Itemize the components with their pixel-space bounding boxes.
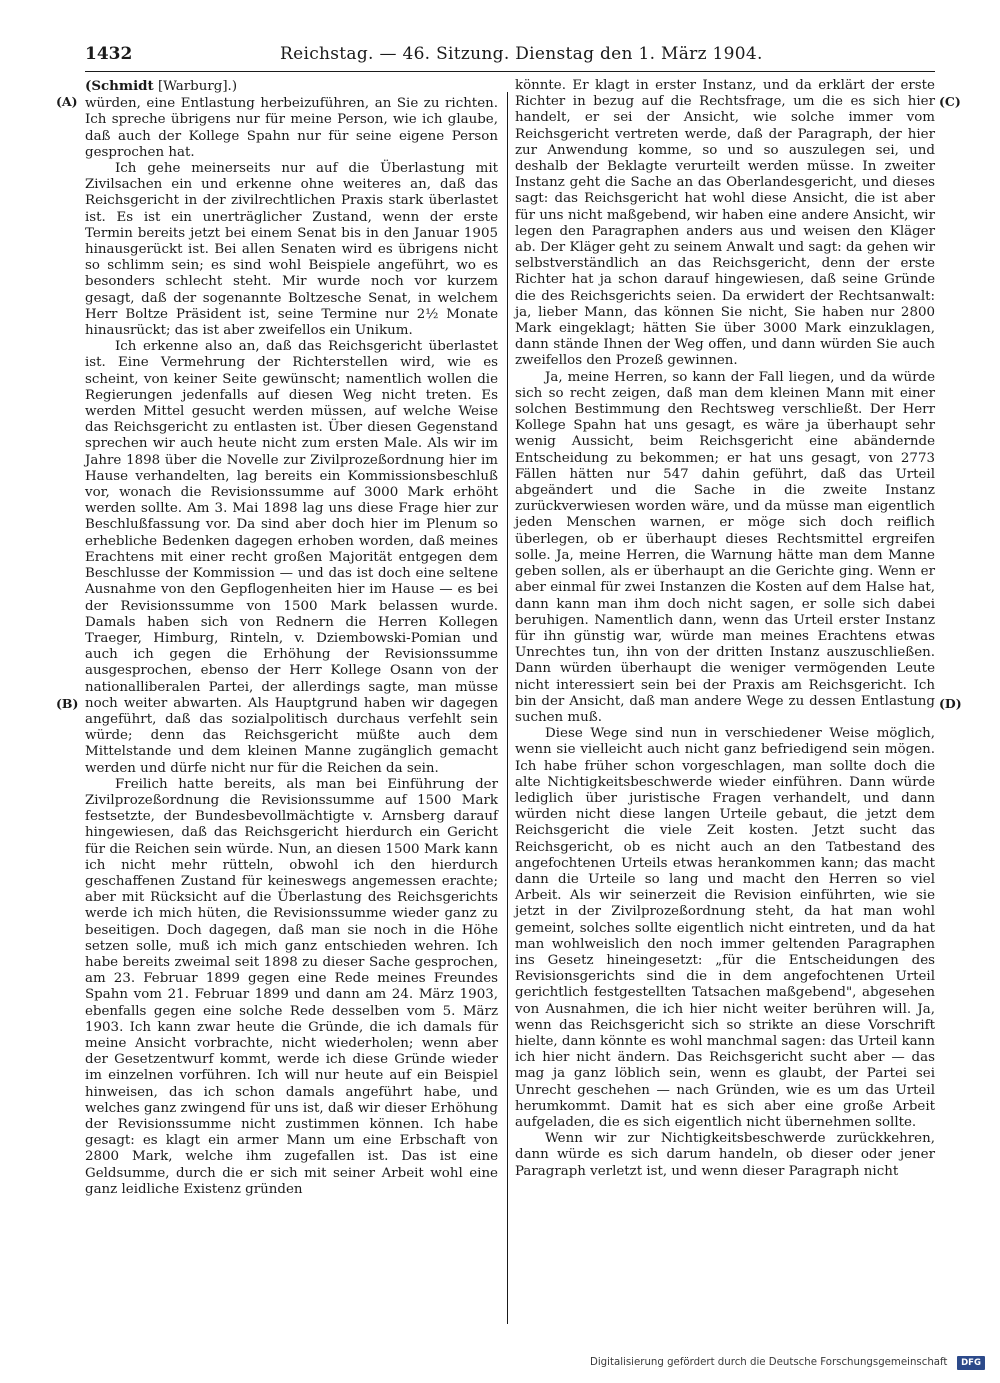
paragraph: würden, eine Entlastung herbeizuführen, an Sie zu richten. Ich spreche übrigens nur für meine Person, wie ich glaube, daß auch der Kollege Spahn nur für seine eigene Person gesprochen hat. — [85, 96, 498, 160]
paragraph: Wenn wir zur Nichtigkeitsbeschwerde zurückkehren, dann würde es sich darum handeln, ob dieser oder jener Paragraph verletzt ist, und wenn dieser Paragraph nicht — [515, 1131, 935, 1179]
running-title: Reichstag. — 46. Sitzung. Dienstag den 1. März 1904. — [280, 44, 763, 64]
margin-marker-b: (B) — [56, 696, 79, 711]
column-divider — [507, 92, 508, 1324]
left-column — [85, 78, 498, 1198]
page-header — [85, 44, 935, 70]
paragraph: könnte. Er klagt in erster Instanz, und da erklärt der erste Richter in bezug auf die Rechtsfrage, um die es sich hier handelt, er sei der Ansicht, wie solche immer vom Reichsgericht vertreten werde, daß der Paragraph, der hier zur Anwendung komme, so und so auszulegen sei, und deshalb der Beklagte verurteilt werden müsse. In zweiter Instanz geht die Sache an das Oberlandesgericht, und dieses sagt: das Reichsgericht hat wohl diese Ansicht, die ist aber für uns nicht maßgebend, wir haben eine andere Ansicht, wir legen den Paragraphen anders aus und weisen den Kläger ab. Der Kläger geht zu seinem Anwalt und sagt: da gehen wir selbstverständlich an das Reichsgericht, denn der erste Richter hat ja schon darauf hingewiesen, daß seine Gründe die des Reichsgerichts seien. Da erwidert der Rechtsanwalt: ja, lieber Mann, das können Sie nicht, Sie haben nur 2800 Mark eingeklagt; hätten Sie über 3000 Mark einzuklagen, dann stände Ihnen der Weg offen, und dann würden Sie auch zweifellos den Prozeß gewinnen. — [515, 78, 935, 369]
right-column — [515, 78, 935, 1180]
paragraph: Freilich hatte bereits, als man bei Einführung der Zivilprozeßordnung die Revisionssumme auf 1500 Mark festsetzte, der Bundesbevollmächtigte v. Arnsberg darauf hingewiesen, daß das Reichsgericht hierdurch ein Gericht für die Reichen sein würde. Nun, an diesen 1500 Mark kann ich nicht mehr rütteln, obwohl ich den hierdurch geschaffenen Zustand für keineswegs angemessen erachte; aber mit Rücksicht auf die Überlastung des Reichsgerichts werde ich mich hüten, die Revisionssumme wieder ganz zu beseitigen. Doch dagegen, daß man sie noch in die Höhe setzen solle, muß ich mich ganz entschieden wehren. Ich habe bereits zweimal seit 1898 zu dieser Sache gesprochen, am 23. Februar 1899 gegen eine Rede meines Freundes Spahn vom 21. Februar 1899 und dann am 24. März 1903, ebenfalls gegen eine solche Rede desselben vom 5. März 1903. Ich kann zwar heute die Gründe, die ich damals für meine Ansicht vorbrachte, nicht wiederholen; wenn aber der Gesetzentwurf kommt, werde ich diese Gründe wieder im einzelnen vorführen. Ich will nur heute auf ein Beispiel hinweisen, das ich schon damals angeführt habe, und welches ganz zwingend für uns ist, daß wir dieser Erhöhung der Revisionssumme nicht zustimmen können. Ich habe gesagt: es klagt ein armer Mann um eine Erbschaft von 2800 Mark, welche ihm zugefallen ist. Das ist eine Geldsumme, durch die er sich mit seiner Arbeit wohl eine ganz leidliche Existenz gründen — [85, 776, 498, 1197]
speaker-affiliation: [Warburg].) — [153, 79, 238, 94]
margin-marker-d: (D) — [939, 696, 962, 711]
dfg-logo-icon: DFG — [957, 1356, 985, 1370]
paragraph: Ich gehe meinerseits nur auf die Überlastung mit Zivilsachen ein und erkenne ohne weiteres an, daß das Reichsgericht in der zivilrechtlichen Praxis stark überlastet ist. Es ist ein unerträglicher Zustand, wenn der erste Termin bereits jetzt bei einem Senat bis in den Januar 1905 hinausgerückt ist. Bei allen Senaten wird es übrigens nicht so schlimm sein; es sind wohl Beispiele angeführt, wo es besonders schlecht steht. Mir wurde noch vor kurzem gesagt, daß der sogenannte Boltzesche Senat, in welchem Herr Boltze Präsident ist, seine Termine nur 2½ Monate hinausrückt; das ist aber zweifellos ein Unikum. — [85, 161, 498, 339]
margin-marker-a: (A) — [56, 94, 78, 109]
paragraph: Ich erkenne also an, daß das Reichsgericht überlastet ist. Eine Vermehrung der Richterstellen wird, wie es scheint, von keiner Seite gewünscht; namentlich wollen die Regierungen jedenfalls auf diesen Weg nicht treten. Es werden Mittel gesucht werden müssen, auf welche Weise das Reichsgericht zu entlasten ist. Über diesen Gegenstand sprechen wir auch heute nicht zum ersten Male. Als wir im Jahre 1898 über die Novelle zur Zivilprozeßordnung hier im Hause verhandelten, lag bereits ein Kommissionsbeschluß vor, wonach die Revisionssumme auf 3000 Mark erhöht werden sollte. Am 3. Mai 1898 lag uns diese Frage hier zur Beschlußfassung vor. Da sind aber doch hier im Plenum so erhebliche Bedenken dagegen erhoben worden, daß meines Erachtens mit einer recht großen Majorität entgegen dem Beschlusse der Kommission — und das ist doch eine seltene Ausnahme von den Gepflogenheiten hier im Hause — es bei der Revisionssumme von 1500 Mark belassen wurde. Damals haben sich von Rednern die Herren Kollegen Traeger, Himburg, Rinteln, v. Dziembowski-Pomian und auch ich gegen die Erhöhung der Revisionssumme ausgesprochen, ebenso der Herr Kollege Osann von der nationalliberalen Partei, der allerdings sagte, man müsse noch weiter abwarten. Als Hauptgrund haben wir dagegen angeführt, daß das sozialpolitisch durchaus verfehlt sein würde; denn das Reichsgericht müßte auch dem Mittelstande und dem kleinen Manne zugänglich gemacht werden und dürfe nicht nur für die Reichen da sein. — [85, 339, 498, 776]
margin-marker-c: (C) — [939, 94, 961, 109]
paragraph: Ja, meine Herren, so kann der Fall liegen, und da würde sich so recht zeigen, daß man dem kleinen Mann mit einer solchen Bestimmung den Rechtsweg verschließt. Der Herr Kollege Spahn hat uns gesagt, es wäre ja überhaupt sehr wenig Aussicht, beim Reichsgericht eine abändernde Entscheidung zu bekommen; er hat uns gesagt, von 2773 Fällen hätten nur 547 dahin geführt, daß das Urteil abgeändert und die Sache in die zweite Instanz zurückverwiesen worden wäre, und da müsse man eigentlich jeden Menschen warnen, er möge sich doch reiflich überlegen, ob er überhaupt dieses Rechtsmittel ergreifen solle. Ja, meine Herren, die Warnung hätte man dem Manne geben sollen, als er überhaupt an die Gerichte ging. Wenn er aber einmal für zwei Instanzen die Kosten auf dem Halse hat, dann kann man ihm doch nicht sagen, er solle sich dabei beruhigen. Namentlich dann, wenn das Urteil erster Instanz für ihn günstig war, würde man meines Erachtens etwas Unrechtes tun, ihn von der dritten Instanz auszuschließen. Dann würden überhaupt die weniger vermögenden Leute nicht interessiert sein bei der Praxis am Reichsgericht. Ich bin der Ansicht, daß man andere Wege zu dessen Entlastung suchen muß. — [515, 369, 935, 725]
speaker-attribution — [85, 78, 498, 95]
footer-text: Digitalisierung gefördert durch die Deutsche Forschungsgemeinschaft — [590, 1357, 948, 1368]
speaker-name: (Schmidt — [85, 78, 154, 94]
page-number: 1432 — [85, 44, 133, 64]
digitization-footer — [590, 1356, 985, 1372]
paragraph: Diese Wege sind nun in verschiedener Weise möglich, wenn sie vielleicht auch nicht ganz befriedigend sein mögen. Ich habe früher schon vorgeschlagen, man sollte doch die alte Nichtigkeitsbeschwerde wieder einführen. Dann würde lediglich über juristische Fragen verhandelt, und dann würden nicht diese langen Urteile gebaut, die jetzt dem Reichsgericht die viele Zeit kosten. Jetzt sucht das Reichsgericht, ob es nicht auch an den Tatbestand des angefochtenen Urteils etwas herankommen kann; das macht dann die Urteile so lang und macht den Herren so viel Arbeit. Als wir seinerzeit die Revision einführten, wie sie jetzt in der Zivilprozeßordnung steht, da hat man wohl gemeint, solches sollte eigentlich nicht eintreten, und da hat man wohlweislich den noch immer geltenden Paragraphen ins Gesetz hineingesetzt: „für die Entscheidungen des Revisionsgerichts sind die in dem angefochtenen Urteil gerichtlich festgestellten Tatsachen maßgebend", abgesehen von Ausnahmen, die ich hier nicht weiter berühren will. Ja, wenn das Reichsgericht sich so strikte an diese Vorschrift hielte, dann könnte es wohl manchmal sagen: das Urteil kann ich hier nicht ändern. Das Reichsgericht sucht aber — das mag ja ganz löblich sein, wenn es glaubt, der Partei sei Unrecht geschehen — nach Gründen, wie es um das Urteil herumkommt. Damit hat es sich aber eine große Arbeit aufgeladen, die es sich eigentlich nicht übernehmen sollte. — [515, 726, 935, 1130]
header-rule — [85, 71, 935, 72]
